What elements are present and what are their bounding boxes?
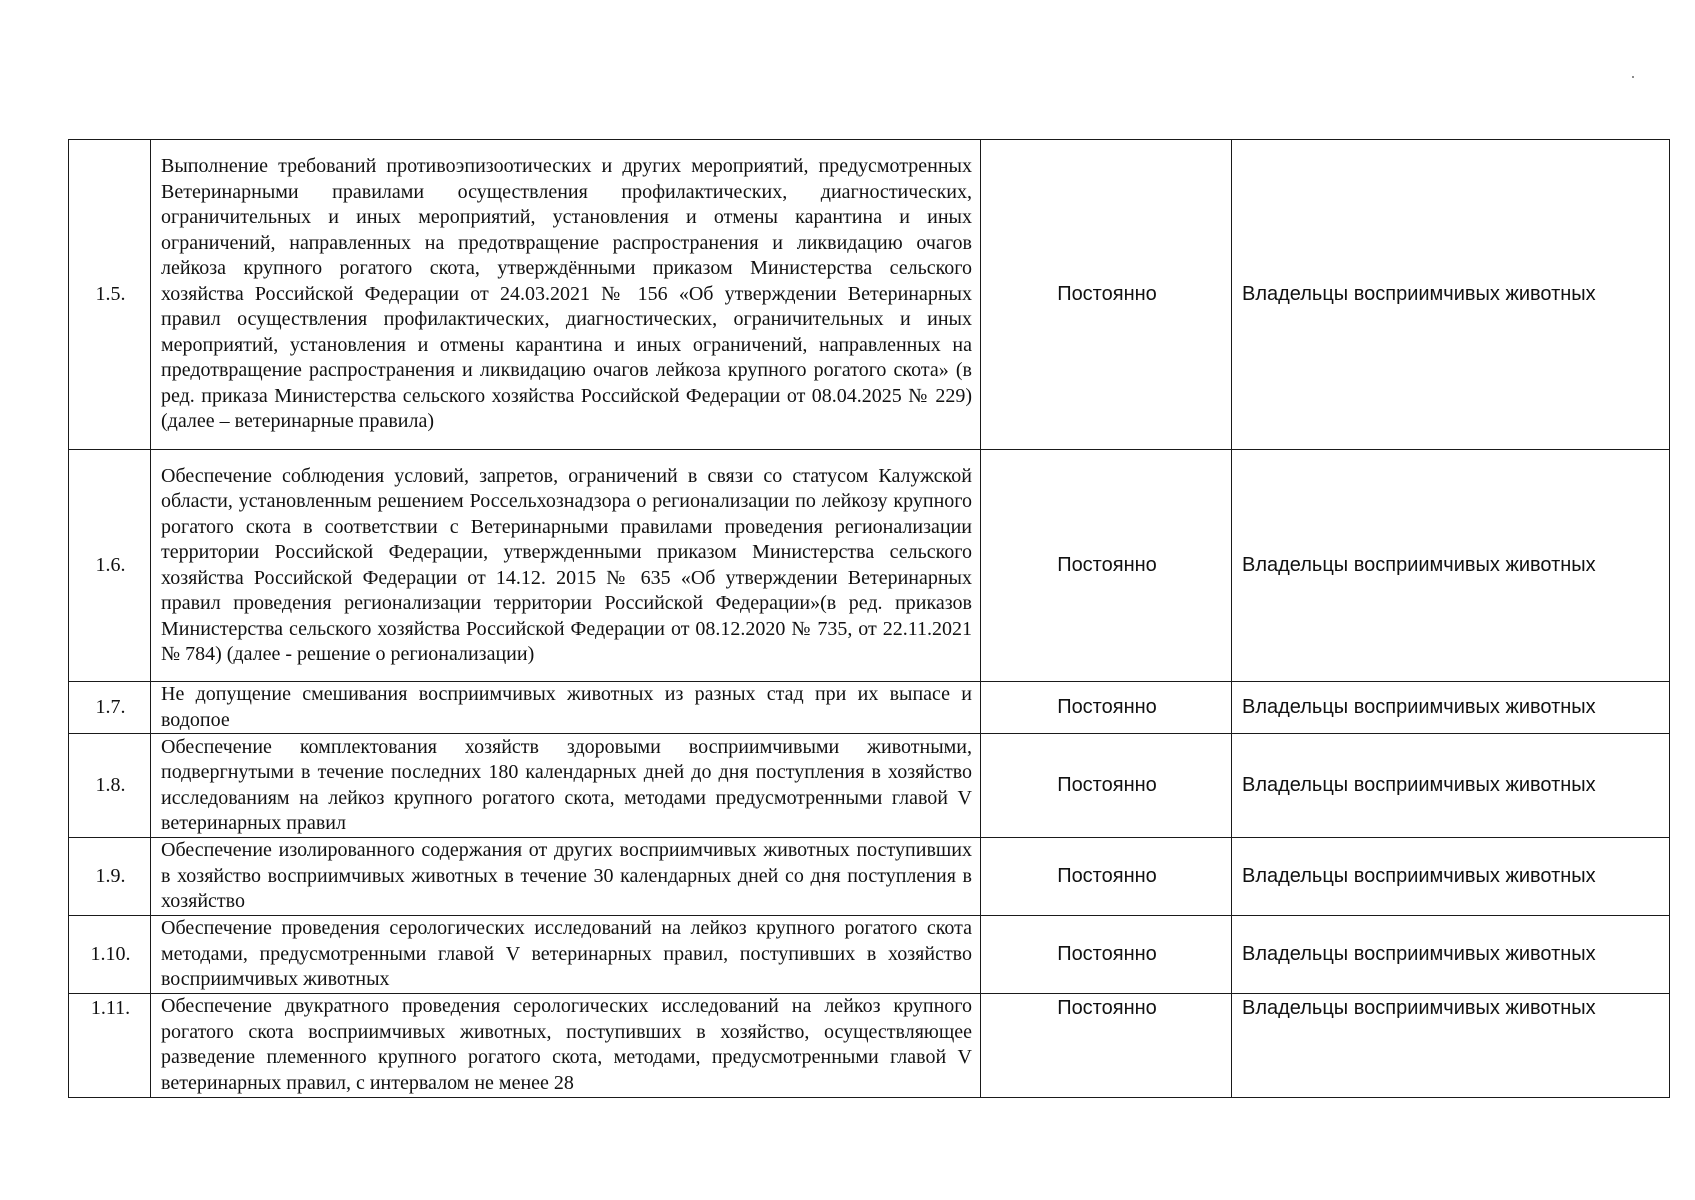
table-row: [69, 140, 1670, 450]
row-number: 1.9.: [69, 838, 151, 916]
row-number: 1.10.: [69, 916, 151, 994]
measure-responsible: Владельцы восприимчивых животных: [1232, 682, 1670, 734]
table-row: [69, 838, 1670, 916]
measure-description: Не допущение смешивания восприимчивых животных из разных стад при их выпасе и водопое: [151, 682, 981, 734]
table-row: [69, 734, 1670, 838]
table-row: [69, 994, 1670, 1098]
measure-description: Обеспечение проведения серологических исследований на лейкоз крупного рогатого скота методами, предусмотренными главой V ветеринарных правил, поступивших в хозяйство восприимчивых животных: [151, 916, 981, 994]
measure-description: Обеспечение двукратного проведения серологических исследований на лейкоз крупного рогатого скота восприимчивых животных, поступивших в хозяйство, осуществляющее разведение племенного крупного рогатого скота, методами, предусмотренными главой V ветеринарных правил, с интервалом не менее 28: [151, 994, 981, 1098]
measure-description: Обеспечение соблюдения условий, запретов, ограничений в связи со статусом Калужской области, установленным решением Россельхознадзора о регионализации по лейкозу крупного рогатого скота в соответствии с Ветеринарными правилами проведения регионализации территории Российской Федерации, утвержденными приказом Министерства сельского хозяйства Российской Федерации от 14.12. 2015 № 635 «Об утверждении Ветеринарных правил проведения регионализации территории Российской Федерации»(в ред. приказов Министерства сельского хозяйства Российской Федерации от 08.12.2020 № 735, от 22.11.2021 № 784) (далее - решение о регионализации): [151, 450, 981, 682]
row-number: 1.5.: [69, 140, 151, 450]
measure-responsible: Владельцы восприимчивых животных: [1232, 916, 1670, 994]
scan-speck: [1632, 76, 1634, 78]
measure-term: Постоянно: [981, 140, 1232, 450]
measure-responsible: Владельцы восприимчивых животных: [1232, 140, 1670, 450]
measures-table: [68, 139, 1670, 1098]
measure-responsible: Владельцы восприимчивых животных: [1232, 450, 1670, 682]
row-number: 1.7.: [69, 682, 151, 734]
measure-responsible: Владельцы восприимчивых животных: [1232, 734, 1670, 838]
measure-term: Постоянно: [981, 838, 1232, 916]
measure-term: Постоянно: [981, 450, 1232, 682]
measure-description: Обеспечение изолированного содержания от других восприимчивых животных поступивших в хозяйство восприимчивых животных в течение 30 календарных дней со дня поступления в хозяйство: [151, 838, 981, 916]
table-row: [69, 916, 1670, 994]
measure-responsible: Владельцы восприимчивых животных: [1232, 994, 1670, 1098]
table-row: [69, 682, 1670, 734]
measure-term: Постоянно: [981, 682, 1232, 734]
measure-description: Выполнение требований противоэпизоотических и других мероприятий, предусмотренных Ветеринарными правилами осуществления профилактических, диагностических, ограничительных и иных мероприятий, установления и отмены карантина и иных ограничений, направленных на предотвращение распространения и ликвидацию очагов лейкоза крупного рогатого скота, утверждёнными приказом Министерства сельского хозяйства Российской Федерации от 24.03.2021 № 156 «Об утверждении Ветеринарных правил осуществления профилактических, диагностических, ограничительных и иных мероприятий, установления и отмены карантина и иных ограничений, направленных на предотвращение распространения и ликвидацию очагов лейкоза крупного рогатого скота» (в ред. приказа Министерства сельского хозяйства Российской Федерации от 08.04.2025 № 229) (далее – ветеринарные правила): [151, 140, 981, 450]
measure-term: Постоянно: [981, 994, 1232, 1098]
row-number: 1.8.: [69, 734, 151, 838]
row-number: 1.11.: [69, 994, 151, 1098]
measure-term: Постоянно: [981, 916, 1232, 994]
row-number: 1.6.: [69, 450, 151, 682]
measure-description: Обеспечение комплектования хозяйств здоровыми восприимчивыми животными, подвергнутыми в течение последних 180 календарных дней до дня поступления в хозяйство исследованиям на лейкоз крупного рогатого скота, методами предусмотренными главой V ветеринарных правил: [151, 734, 981, 838]
table-row: [69, 450, 1670, 682]
measure-responsible: Владельцы восприимчивых животных: [1232, 838, 1670, 916]
measure-term: Постоянно: [981, 734, 1232, 838]
